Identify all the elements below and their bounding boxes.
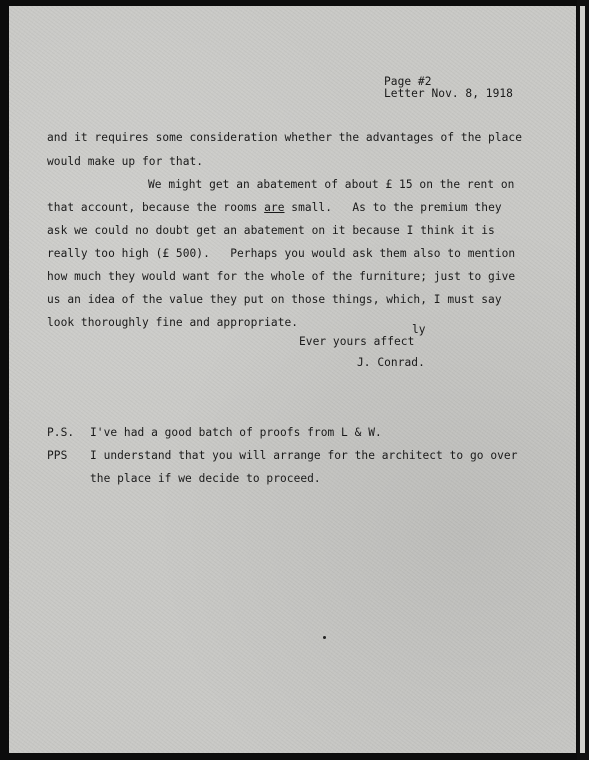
scan-border [577,0,589,760]
ps-label: P.S. [47,426,75,439]
body-line: how much they would want for the whole of the furniture; just to give [47,270,516,283]
body-line: and it requires some consideration whether the advantages of the place [47,131,522,144]
body-line: that account, because the rooms are small. As to the premium they [47,201,502,214]
body-line: We might get an abatement of about £ 15 on the rent on [148,178,515,191]
document-page [9,6,576,753]
body-line: really too high (£ 500). Perhaps you would ask them also to mention [47,247,516,260]
pps-label: PPS [47,449,68,462]
body-line: ask we could no doubt get an abatement on it because I think it is [47,224,495,237]
ps-text: I've had a good batch of proofs from L & W. [90,426,382,439]
ink-dot [323,636,326,639]
underlined-word: are [264,201,285,214]
page-number: Page #2 [384,75,432,88]
pps-text: I understand that you will arrange for the architect to go over [90,449,518,462]
closing-superscript: ly [412,323,426,336]
complimentary-close: Ever yours affect [299,335,415,348]
pps-text: the place if we decide to proceed. [90,472,321,485]
signature: J. Conrad. [357,356,425,369]
body-line: look thoroughly fine and appropriate. [47,316,299,329]
letter-date: Letter Nov. 8, 1918 [384,87,513,100]
body-line: would make up for that. [47,155,204,168]
body-line: us an idea of the value they put on those things, which, I must say [47,293,502,306]
